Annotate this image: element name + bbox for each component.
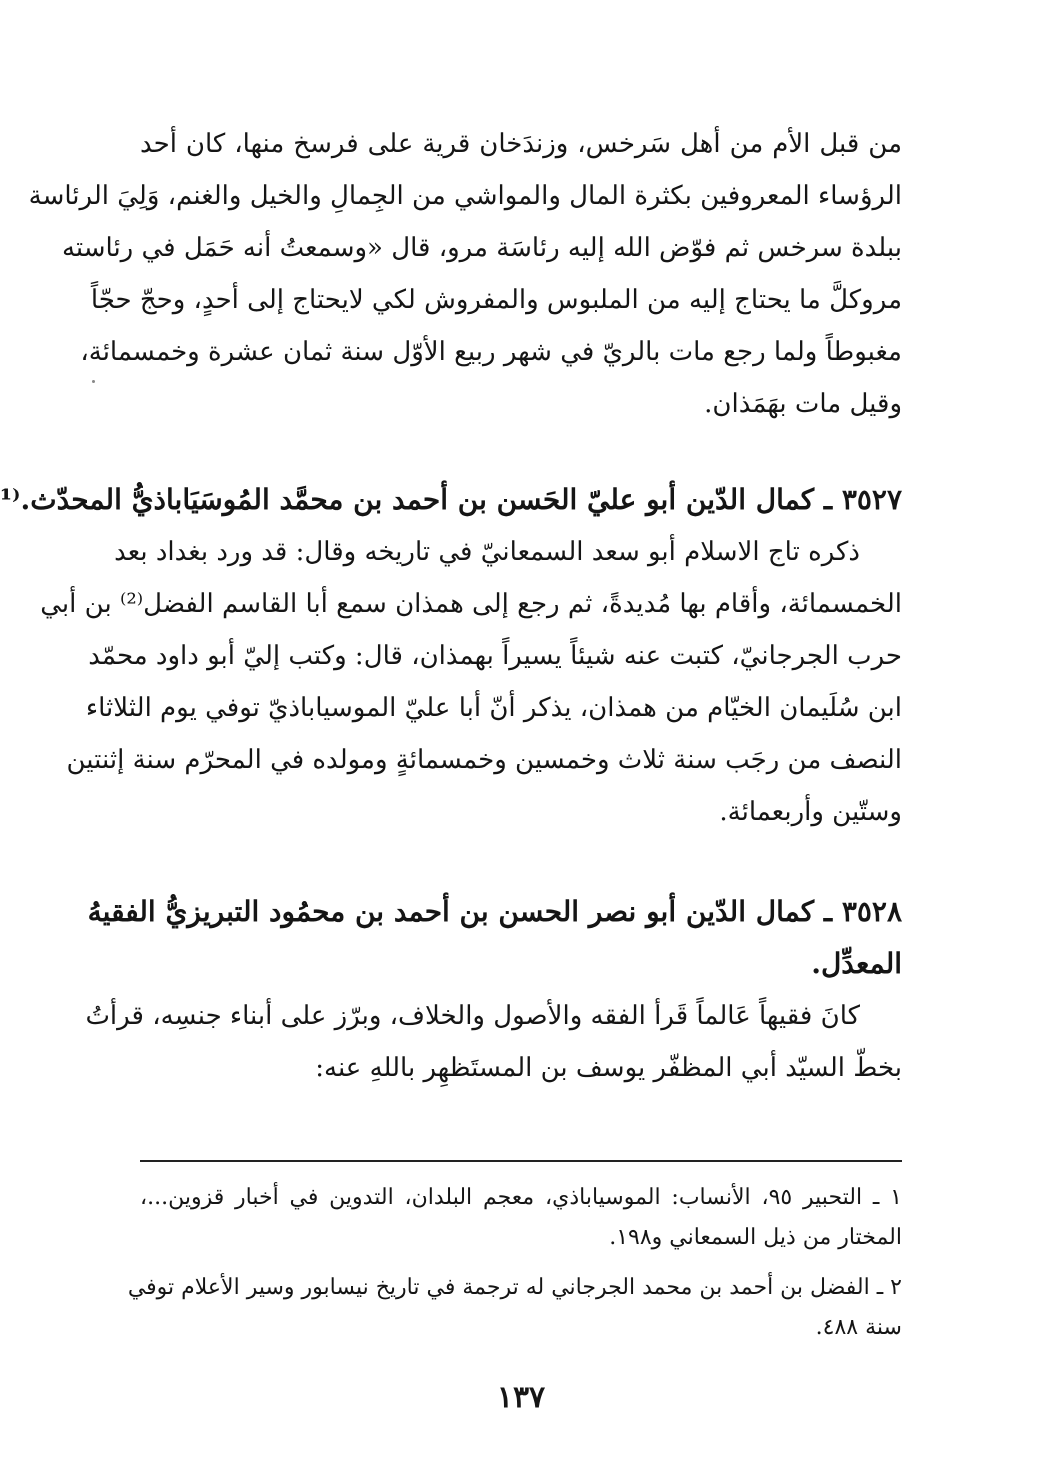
text-line: من قبل الأم من أهل سَرخس، وزندَخان قرية على فرسخ منها، كان أحد <box>140 129 902 159</box>
footnote-line: المختار من ذيل السمعاني و١٩٨. <box>609 1225 902 1250</box>
text-line: وستّين وأربعمائة. <box>719 797 902 827</box>
entry-heading <box>0 474 902 526</box>
intro-paragraph <box>28 118 902 430</box>
entry-body <box>40 526 902 838</box>
heading-line: ٣٥٢٧ ـ كمال الدّين أبو عليّ الحَسن بن أحمد بن محمَّد المُوسَيَاباذيُّ المحدّث.⁽¹ <box>0 483 902 516</box>
text-line: بخطّ السيّد أبي المظفّر يوسف بن المستَظهِر باللهِ عنه: <box>315 1053 902 1083</box>
text-line: النصف من رجَب سنة ثلاث وخمسين وخمسمائةٍ ومولده في المحرّم سنة إثنتين <box>66 745 902 775</box>
text-line: وقيل مات بهَمَذان. <box>704 389 902 419</box>
heading-line: ٣٥٢٨ ـ كمال الدّين أبو نصر الحسن بن أحمد بن محمُود التبريزيُّ الفقيهُ <box>87 895 902 928</box>
text-line: ببلدة سرخس ثم فوّض الله إليه رئاسَة مرو، قال «وسمعتُ أنه حَمَل في رئاسته <box>61 233 902 263</box>
entry-3527 <box>0 474 902 838</box>
text-line: الخمسمائة، وأقام بها مُديدةً، ثم رجع إلى همذان سمع أبا القاسم الفضل⁽²⁾ بن أبي <box>40 589 902 619</box>
footnote-divider <box>140 1160 902 1162</box>
text-line: مروكلَّ ما يحتاج إليه من الملبوس والمفروش لكي لايحتاج إلى أحدٍ، وحجّ حجّاً <box>90 285 902 315</box>
text-line: كانَ فقيهاً عَالماً قَرأ الفقه والأصول والخلاف، وبرّز على أبناء جنسِه، قرأتُ <box>85 1001 860 1031</box>
text-line: ذكره تاج الاسلام أبو سعد السمعانيّ في تاريخه وقال: قد ورد بغداد بعد <box>114 537 860 567</box>
footnote-line: ٢ ـ الفضل بن أحمد بن محمد الجرجاني له ترجمة في تاريخ نيسابور وسير الأعلام توفي <box>127 1275 902 1300</box>
text-line: ابن سُلَيمان الخيّام من همذان، يذكر أنّ أبا عليّ الموسياباذيّ توفي يوم الثلاثاء <box>85 693 902 723</box>
text-line: الرؤساء المعروفين بكثرة المال والمواشي من الجِمالِ والخيل والغنم، وَلِيَ الرئاسة <box>28 181 902 211</box>
entry-heading <box>87 886 902 990</box>
text-line: حرب الجرجانيّ، كتبت عنه شيئاً يسيراً بهمذان، قال: وكتب إليّ أبو داود محمّد <box>88 641 902 671</box>
entry-body <box>85 990 902 1094</box>
footnote-1 <box>140 1178 902 1258</box>
entry-3528 <box>85 886 902 1094</box>
text-line: مغبوطاً ولما رجع مات بالريّ في شهر ربيع الأوّل سنة ثمان عشرة وخمسمائة، <box>80 337 902 367</box>
page-number: ١٣٧ <box>496 1380 546 1415</box>
book-page <box>0 118 902 1418</box>
footnote-line: ١ ـ التحبير ٩٥، الأنساب: الموسياباذي، معجم البلدان، التدوين في أخبار قزوين...، <box>140 1185 902 1210</box>
footnote-2 <box>127 1268 902 1348</box>
scan-speck <box>92 380 95 383</box>
heading-line: المعدِّل. <box>811 947 902 980</box>
footnotes <box>127 1178 902 1358</box>
footnote-line: سنة ٤٨٨. <box>815 1315 902 1340</box>
